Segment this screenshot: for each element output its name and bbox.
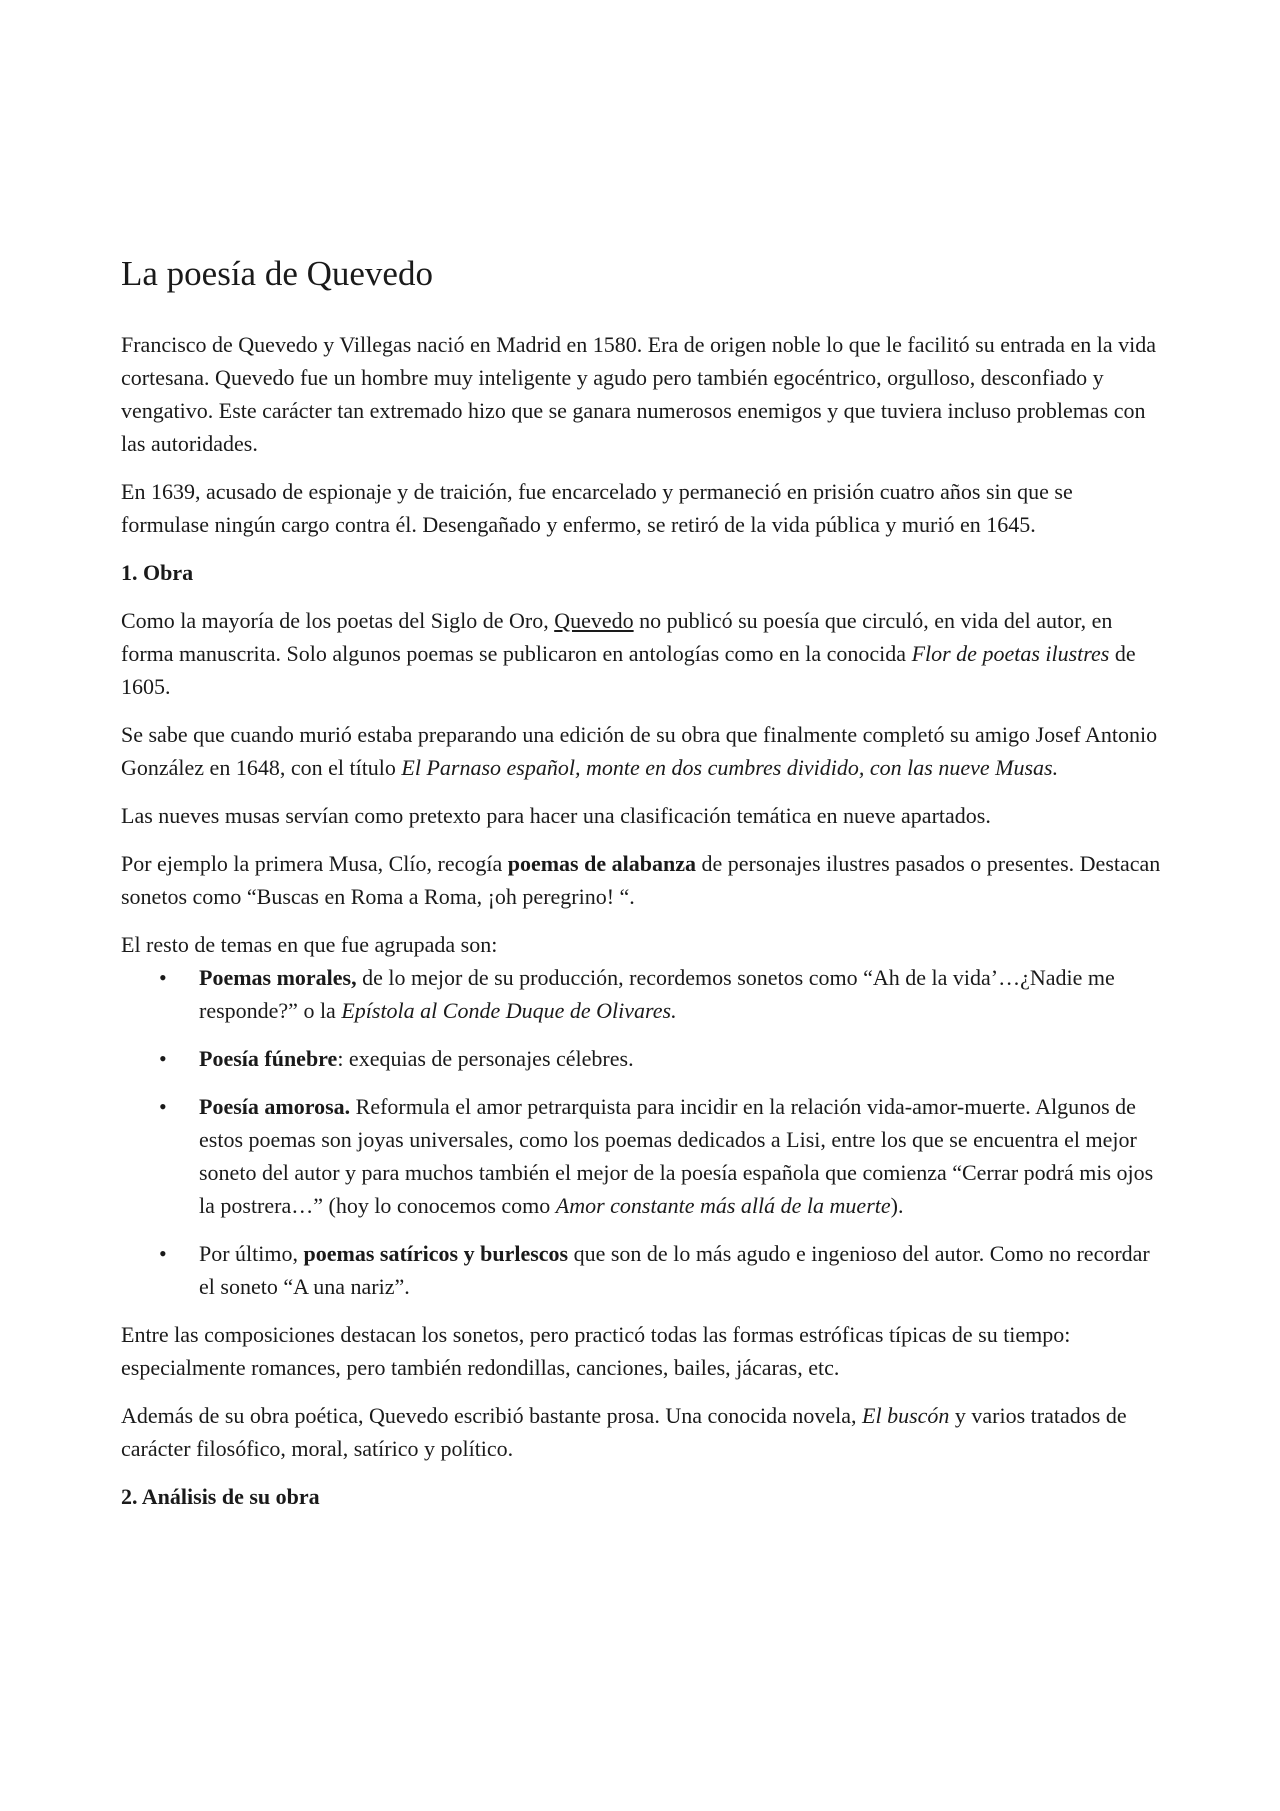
list-item: • Poesía amorosa. Reformula el amor petrarquista para incidir en la relación vida-amor-muerte. Algunos de estos poemas son joyas universales, como los poemas dedicados a Lisi, entre los que se encuentra el mejor soneto del autor y para muchos también el mejor de la poesía española que comienza “Cerrar podrá mis ojos la postrera…” (hoy lo conocemos como Amor constante más allá de la muerte). xyxy=(121,1090,1166,1222)
paragraph-themes-intro: El resto de temas en que fue agrupada son: xyxy=(121,931,498,957)
paragraph-biography: Francisco de Quevedo y Villegas nació en Madrid en 1580. Era de origen noble lo que le facilitó su entrada en la vida cortesana. Quevedo fue un hombre muy inteligente y agudo pero también egocéntrico, orgulloso, desconfiado y vengativo. Este carácter tan extremado hizo que se ganara numerosos enemigos y que tuviera incluso problemas con las autoridades. xyxy=(121,331,1156,456)
section-heading-obra: 1. Obra xyxy=(121,559,194,585)
bullet-icon: • xyxy=(159,964,167,990)
paragraph-forms: Entre las composiciones destacan los sonetos, pero practicó todas las formas estróficas típicas de su tiempo: especialmente romances, pero también redondillas, canciones, bailes, jácaras, etc. xyxy=(121,1321,1071,1380)
list-item: • Poesía fúnebre: exequias de personajes célebres. xyxy=(121,1042,1166,1075)
list-item: • Poemas morales, de lo mejor de su producción, recordemos sonetos como “Ah de la vida’…¿Nadie me responde?” o la Epístola al Conde Duque de Olivares. xyxy=(121,961,1166,1027)
bullet-icon: • xyxy=(159,1045,167,1071)
quevedo-link[interactable]: Quevedo xyxy=(554,607,634,633)
bullet-icon: • xyxy=(159,1093,167,1119)
section-heading-analisis: 2. Análisis de su obra xyxy=(121,1483,320,1509)
list-item: • Por último, poemas satíricos y burlescos que son de lo más agudo e ingenioso del autor. Como no recordar el soneto “A una nariz”. xyxy=(121,1237,1166,1303)
themes-list xyxy=(121,961,1166,1303)
paragraph-clio: Por ejemplo la primera Musa, Clío, recogía poemas de alabanza de personajes ilustres pasados o presentes. Destacan sonetos como “Buscas en Roma a Roma, ¡oh peregrino! “. xyxy=(121,850,1161,909)
document-title: La poesía de Quevedo xyxy=(121,254,433,293)
paragraph-manuscript: Como la mayoría de los poetas del Siglo de Oro, Quevedo no publicó su poesía que circuló, en vida del autor, en forma manuscrita. Solo algunos poemas se publicaron en antologías como en la conocida Flor de poetas ilustres de 1605. xyxy=(121,607,1136,699)
document-page xyxy=(121,252,1166,1528)
paragraph-muses: Las nueves musas servían como pretexto para hacer una clasificación temática en nueve apartados. xyxy=(121,802,991,828)
paragraph-imprisonment: En 1639, acusado de espionaje y de traición, fue encarcelado y permaneció en prisión cuatro años sin que se formulase ningún cargo contra él. Desengañado y enfermo, se retiró de la vida pública y murió en 1645. xyxy=(121,478,1073,537)
paragraph-prose: Además de su obra poética, Quevedo escribió bastante prosa. Una conocida novela, El buscón y varios tratados de carácter filosófico, moral, satírico y político. xyxy=(121,1402,1127,1461)
bullet-icon: • xyxy=(159,1240,167,1266)
paragraph-edition: Se sabe que cuando murió estaba preparando una edición de su obra que finalmente completó su amigo Josef Antonio González en 1648, con el título El Parnaso español, monte en dos cumbres dividido, con las nueve Musas. xyxy=(121,721,1158,780)
